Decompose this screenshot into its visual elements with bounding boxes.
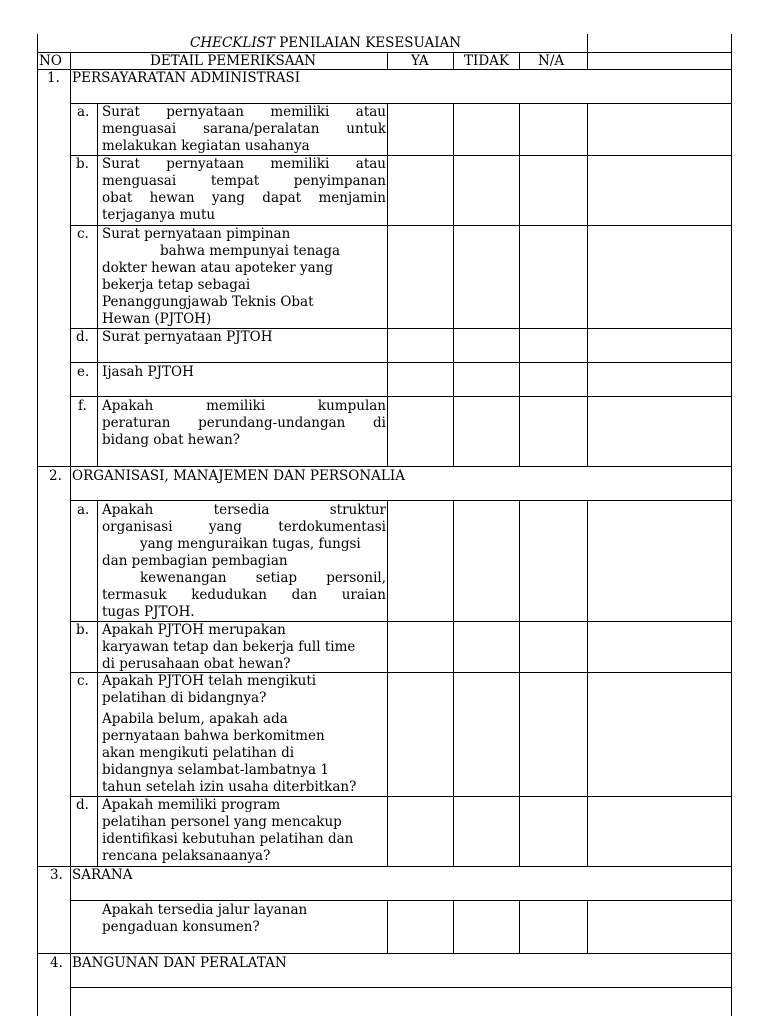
header-tidak: TIDAK [464, 53, 509, 69]
table-left-border [37, 34, 38, 1016]
s3-col-ya [387, 900, 388, 954]
text-line: tahun setelah izin usaha diterbitkan? [102, 779, 357, 795]
s3a-bottom [37, 953, 732, 954]
text-line: Apakah PJTOH telah mengikuti [102, 673, 317, 689]
text-line: bidangnya selambat-lambatnya 1 [102, 762, 329, 778]
text-line: pelatihan personel yang mencakup [102, 814, 342, 830]
s1-col-tidak [453, 103, 454, 466]
text-line: pelatihan di bidangnya? [102, 690, 267, 706]
text-line: Apakah memiliki kumpulan [102, 398, 386, 414]
text-line: Surat pernyataan pimpinan [102, 226, 291, 242]
text-line: termasuk kedudukan dan uraian [102, 587, 386, 603]
item-letter: e. [77, 364, 90, 380]
col-no-divider [70, 52, 71, 1016]
header-na: N/A [538, 53, 565, 69]
s2-col-ya [387, 500, 388, 866]
item-text [102, 902, 386, 936]
section3-bottom [70, 900, 732, 901]
s1e-bottom [70, 396, 732, 397]
header-no: NO [39, 53, 62, 69]
s1f-bottom [37, 466, 732, 467]
col-na-divider [587, 52, 588, 70]
section-title: BANGUNAN DAN PERALATAN [72, 955, 287, 971]
s3-col-tidak [453, 900, 454, 954]
s1-col-ya [387, 103, 388, 466]
header-ya: YA [411, 53, 429, 69]
text-line: pernyataan bahwa berkomitmen [102, 728, 325, 744]
title-row-bottom [37, 52, 732, 53]
item-letter: a. [77, 502, 90, 518]
text-line: rencana pelaksanaanya? [102, 848, 271, 864]
col-detail-divider [387, 52, 388, 70]
s1-col-end [587, 103, 588, 466]
text-line: Surat pernyataan memiliki atau [102, 104, 386, 120]
section-number: 1. [47, 70, 60, 86]
item-letter: d. [76, 797, 89, 813]
item-text [102, 398, 386, 449]
text-line: karyawan tetap dan bekerja full time [102, 639, 356, 655]
item-text [102, 502, 386, 621]
text-line: organisasi yang terdokumentasi [102, 519, 386, 535]
s2-letter-col [97, 500, 98, 866]
text-line: Surat pernyataan memiliki atau [102, 156, 386, 172]
section4-bottom [70, 987, 732, 988]
text-line: Hewan (PJTOH) [102, 311, 212, 327]
section-title: SARANA [72, 867, 133, 883]
text-line: melakukan kegiatan usahanya [102, 138, 310, 154]
section-number: 3. [50, 867, 63, 883]
text-line: bekerja tetap sebagai [102, 277, 251, 293]
item-letter: a. [77, 104, 90, 120]
section-number: 4. [50, 955, 63, 971]
text-line: menguasai sarana/peralatan untuk [102, 121, 386, 137]
text-line: yang menguraikan tugas, fungsi [140, 536, 361, 552]
s1d-bottom [70, 362, 732, 363]
item-text [102, 797, 386, 865]
s2d-bottom [37, 866, 732, 867]
text-line: Apakah tersedia jalur layanan [102, 902, 308, 918]
text-line: peraturan perundang-undangan di [102, 415, 386, 431]
text-line: dan pembagian pembagian [102, 553, 288, 569]
section-number: 2. [49, 468, 62, 484]
item-text-continued [102, 711, 386, 796]
text-line: menguasai tempat penyimpanan [102, 173, 386, 189]
item-letter: d. [76, 329, 89, 345]
s2-col-tidak [453, 500, 454, 866]
s1-col-na [519, 103, 520, 466]
text-line: Penanggungjawab Teknis Obat [102, 294, 314, 310]
text-line: obat hewan yang dapat menjamin [102, 190, 386, 206]
item-text [102, 226, 386, 328]
item-text [102, 156, 386, 224]
text-line: dokter hewan atau apoteker yang [102, 260, 334, 276]
s3-col-end [587, 900, 588, 954]
item-text [102, 622, 386, 673]
section2-bottom [70, 500, 732, 501]
text-line: tugas PJTOH. [102, 604, 195, 620]
item-letter: f. [78, 398, 87, 414]
text-line: terjaganya mutu [102, 207, 216, 223]
title-italic: CHECKLIST [190, 35, 275, 51]
section-title: ORGANISASI, MANAJEMEN DAN PERSONALIA [72, 468, 405, 484]
item-text: Ijasah PJTOH [102, 364, 194, 380]
s2-col-na [519, 500, 520, 866]
item-letter: b. [76, 156, 89, 172]
col-tidak-divider [519, 52, 520, 70]
header-detail: DETAIL PEMERIKSAAN [150, 53, 317, 69]
text-line: pengaduan konsumen? [102, 919, 260, 935]
checklist-title [190, 35, 461, 52]
section-title: PERSAYARATAN ADMINISTRASI [72, 70, 301, 86]
item-text [102, 673, 386, 707]
text-line: bahwa mempunyai tenaga [160, 243, 341, 259]
item-letter: c. [77, 226, 89, 242]
text-line: akan mengikuti pelatihan di [102, 745, 295, 761]
item-text: Surat pernyataan PJTOH [102, 329, 273, 345]
title-cell-divider [587, 34, 588, 52]
col-ya-divider [453, 52, 454, 70]
table-right-border [731, 34, 732, 1016]
s1-letter-col [97, 103, 98, 466]
s2-col-end [587, 500, 588, 866]
item-letter: b. [76, 622, 89, 638]
text-line: kewenangan setiap personil, [140, 570, 386, 586]
text-line: di perusahaan obat hewan? [102, 656, 291, 672]
item-letter: c. [77, 673, 89, 689]
title-rest: PENILAIAN KESESUAIAN [274, 35, 462, 51]
text-line: Apabila belum, apakah ada [102, 711, 288, 727]
text-line: identifikasi kebutuhan pelatihan dan [102, 831, 354, 847]
item-text [102, 104, 386, 155]
text-line: bidang obat hewan? [102, 432, 241, 448]
text-line: Apakah memiliki program [102, 797, 281, 813]
text-line: Apakah tersedia struktur [102, 502, 386, 518]
text-line: Apakah PJTOH merupakan [102, 622, 286, 638]
s3-col-na [519, 900, 520, 954]
